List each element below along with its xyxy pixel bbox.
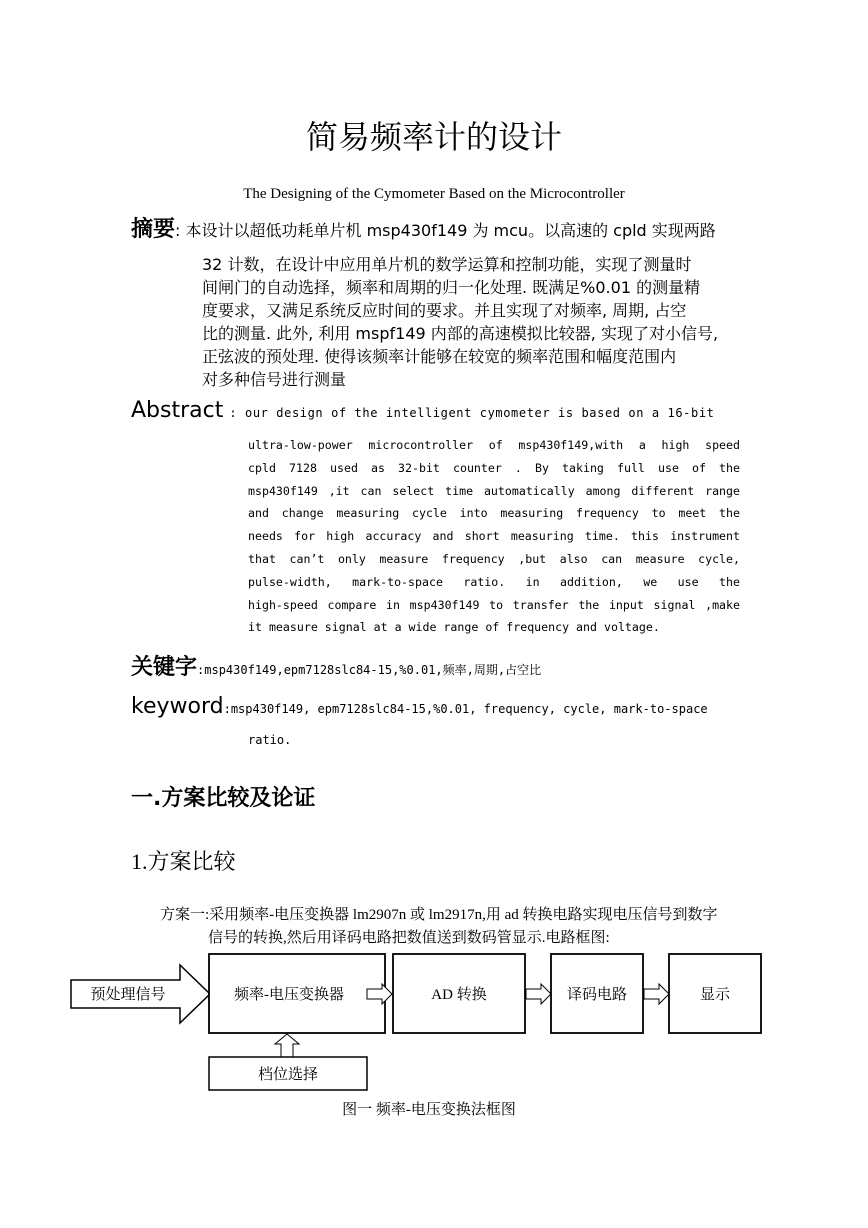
abstract-en-first-line [131,398,715,423]
paper-title: 简易频率计的设计 [305,119,562,155]
input-label: 预处理信号 [90,987,166,1003]
keywords-en-text: :msp430f149, epm7128slc84-15,%0.01, frequency, cycle, mark-to-space [223,702,708,716]
abstract-en-line: cpld 7128 used as 32-bit counter . By taking full use of the [248,460,740,475]
abstract-cn-line: 对多种信号进行测量 [202,370,347,389]
abstract-cn-line: 正弦波的预处理. 使得该频率计能够在较宽的频率范围和幅度范围内 [202,347,677,366]
abstract-en-line: and change measuring cycle into measuring frequency to meet the [248,506,740,521]
abstract-cn-first-text: : 本设计以超低功耗单片机 msp430f149 为 mcu。以高速的 cpld 实现两路 [175,221,716,240]
scheme-1-line-2: 信号的转换,然后用译码电路把数值送到数码管显示.电路框图: [208,930,610,946]
abstract-en-line: pulse-width, mark-to-space ratio. in addition, we use the [248,574,740,589]
abstract-cn-line: 32 计数，在设计中应用单片机的数学运算和控制功能，实现了测量时 [202,255,692,274]
abstract-cn-body [202,253,742,391]
section-heading: 一.方案比较及论证 [131,786,316,811]
keywords-cn [131,650,541,681]
subsection-heading: 1.方案比较 [131,849,236,874]
up-arrow-icon [275,1034,299,1057]
abstract-en-body [248,434,740,639]
abstract-en-line: needs for high accuracy and short measuring time. this instrument [248,529,740,544]
abstract-en-label: Abstract [131,398,224,423]
scheme-1-line-1: 方案一:采用频率-电压变换器 lm2907n 或 lm2917n,用 ad 转换电路实现电压信号到数字 [160,907,718,923]
keywords-en [131,694,708,719]
keywords-cn-label: 关键字 [131,655,198,680]
keywords-cn-text: :msp430f149,epm7128slc84-15,%0.01,频率,周期,占空比 [197,663,542,677]
abstract-cn-line: 比的测量. 此外, 利用 mspf149 内部的高速模拟比较器, 实现了对小信号, [202,324,719,343]
paper-subtitle: The Designing of the Cymometer Based on the Microcontroller [243,186,625,202]
arrow-icon [526,984,551,1004]
abstract-cn-line: 度要求，又满足系统反应时间的要求。并且实现了对频率, 周期, 占空 [202,301,687,320]
figure-caption: 图一 频率-电压变换法框图 [342,1102,516,1118]
abstract-cn-label: 摘要 [131,217,176,242]
range-select-label: 档位选择 [257,1067,319,1083]
abstract-en-line: msp430f149 ,it can select time automatically among different range [248,483,740,498]
abstract-en-line: ultra-low-power microcontroller of msp430f149,with a high speed [248,438,740,452]
ad-converter-label: AD 转换 [431,987,487,1003]
decoder-label: 译码电路 [566,987,628,1003]
abstract-cn-line: 间闸门的自动选择，频率和周期的归一化处理. 既满足%0.01 的测量精 [202,278,701,297]
keywords-en-continuation: ratio. [248,733,292,747]
display-label: 显示 [699,987,731,1003]
abstract-cn-first-line [131,218,741,243]
block-diagram [70,950,770,1095]
keywords-en-label: keyword [131,694,224,719]
abstract-en-line: it measure signal at a wide range of frequency and voltage. [248,620,660,635]
abstract-en-first-text: : our design of the intelligent cymometer is based on a 16-bit [229,406,715,420]
f-v-converter-label: 频率-电压变换器 [234,987,344,1003]
arrow-icon [644,984,669,1004]
abstract-en-line: that can’t only measure frequency ,but also can measure cycle, [248,551,740,566]
abstract-en-line: high-speed compare in msp430f149 to transfer the input signal ,make [248,597,740,612]
